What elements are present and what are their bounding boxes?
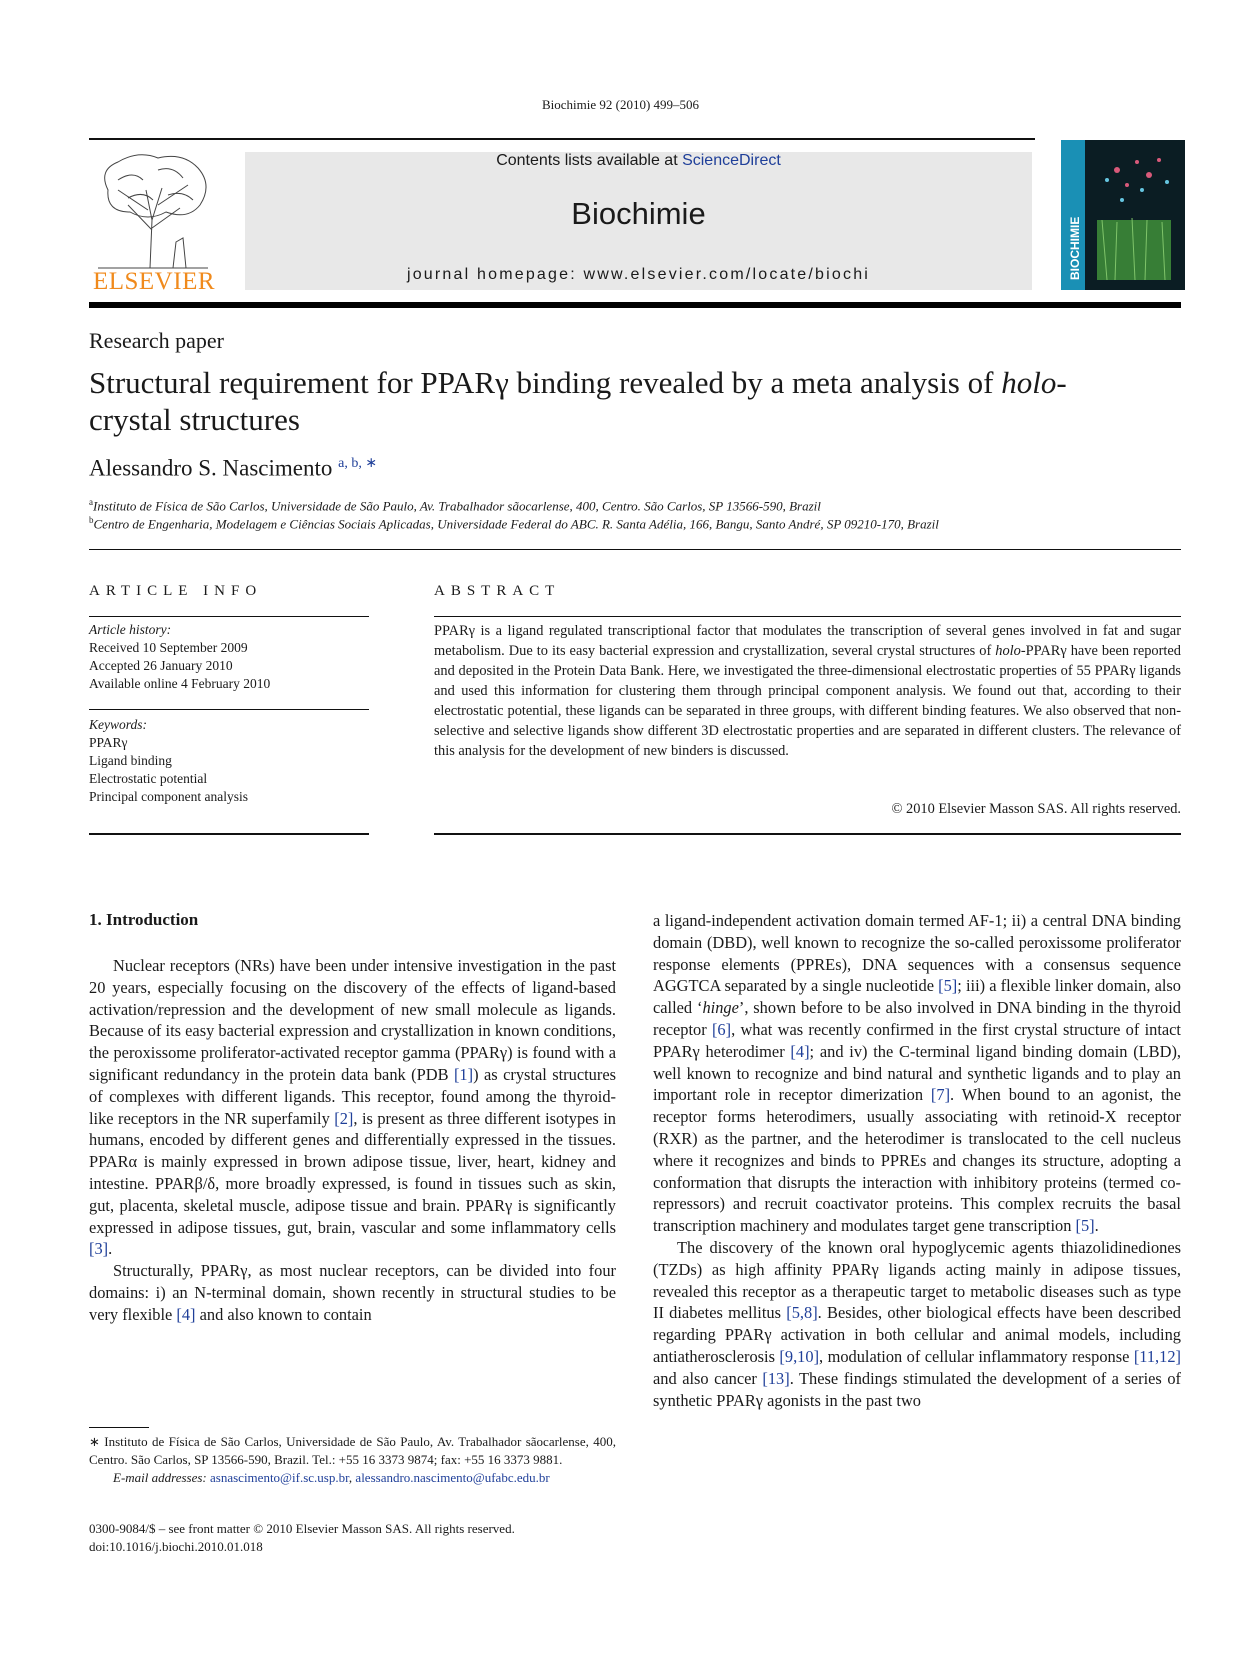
journal-name: Biochimie — [571, 196, 706, 231]
citation-link[interactable]: [3] — [89, 1239, 109, 1259]
footnote-text: Instituto de Física de São Carlos, Universidade de São Paulo, Av. Trabalhador sãocarlense, 400, Centro. São Carlos, SP 13566-590, Brazil. Tel.: +55 16 3373 9874; fax: +55 16 3373 9881. — [89, 1434, 616, 1467]
abstract-text: PPARγ is a ligand regulated transcriptional factor that modulates the transcription of several genes involved in fat and sugar metabolism. Due to its easy bacterial expression and crystallization, several crystal structures of holo-PPARγ have been reported and deposited in the Protein Data Bank. Here, we investigated the three-dimensional electrostatic properties of 55 PPARγ ligands and used this information for clustering them through principal component analysis. We found out that, according to their electrostatic potential, these ligands can be separated in three groups, with different binding features. We also observed that non-selective and selective ligands show different 3D electrostatic properties and are separated in different clusters. The relevance of this analysis for the development of new binders is discussed. — [434, 623, 1181, 759]
history-received: Received 10 September 2009 — [89, 640, 248, 655]
affiliation-b: $^b$Centro de Engenharia, Modelagem e Ciências Sociais Aplicadas, Universidade Federal do ABC. R. Santa Adélia, 166, Bangu, Santo André, SP 09210-170, Brazil — [89, 515, 939, 532]
citation-link[interactable]: [4] — [176, 1304, 196, 1324]
citation-link[interactable]: [11,12] — [1133, 1346, 1181, 1366]
keyword-item: PPARγ — [89, 735, 128, 750]
corresponding-author-footnote: ∗ Instituto de Física de São Carlos, Universidade de São Paulo, Av. Trabalhador sãocarlense, 400, Centro. São Carlos, SP 13566-590, Brazil. Tel.: +55 16 3373 9874; fax: +55 16 3373 9881. E-mail addresses: asnascimento@if.sc.usp.br, alessandro.nascimento@ufabc.edu.br — [89, 1434, 616, 1485]
abstract-heading: ABSTRACT — [434, 583, 561, 599]
author-affiliation-marks[interactable]: a, b, ∗ — [338, 456, 378, 471]
left-column — [89, 955, 616, 1326]
article-info-rule — [89, 616, 369, 617]
citation-link[interactable]: [5] — [1075, 1216, 1095, 1236]
header-bottom-rule — [89, 302, 1181, 308]
citation-link[interactable]: [13] — [762, 1368, 790, 1388]
footnote-rule — [89, 1427, 149, 1428]
article-title: Structural requirement for PPARγ binding revealed by a meta analysis of holo-crystal structures — [89, 365, 1067, 437]
intro-paragraph-2: Structurally, PPARγ, as most nuclear receptors, can be divided into four domains: i) an N-terminal domain, shown recently in structural studies to be very flexible [4] and also known to contain — [89, 1261, 616, 1324]
keywords-rule — [89, 709, 369, 710]
journal-cover-image — [1061, 140, 1185, 290]
contents-prefix: Contents lists available at — [496, 152, 683, 169]
citation-link[interactable]: [2] — [334, 1108, 354, 1128]
header-top-rule — [89, 138, 1035, 140]
journal-homepage[interactable]: journal homepage: www.elsevier.com/locate/biochi — [406, 266, 871, 283]
article-type: Research paper — [89, 328, 224, 353]
keyword-item: Ligand binding — [89, 753, 172, 768]
email-link[interactable]: asnascimento@if.sc.usp.br — [210, 1470, 349, 1485]
article-history: Article history: Received 10 September 2009 Accepted 26 January 2010 Available online 4 February 2010 — [89, 621, 369, 693]
citation-link[interactable]: [5] — [938, 976, 958, 996]
title-block-rule — [89, 549, 1181, 550]
contents-line — [245, 152, 1032, 170]
elsevier-wordmark: ELSEVIER — [92, 268, 216, 295]
front-matter — [89, 1520, 616, 1556]
journal-header-banner — [245, 152, 1032, 290]
keyword-item: Electrostatic potential — [89, 771, 208, 786]
intro-paragraph-2-continued: a ligand-independent activation domain termed AF-1; ii) a central DNA binding domain (DBD), well known to recognize the so-called peroxissome proliferator response elements (PPREs), DNA sequences with a consensus sequence AGGTCA separated by a single nucleotide [5]; iii) a flexible linker domain, also called ‘hinge’, shown before to be also involved in DNA binding in the thyroid receptor [6], what was recently confirmed in the first crystal structure of intact PPARγ heterodimer [4]; and iv) the C-terminal ligand binding domain (LBD), well known to recognize and bind natural and synthetic ligands and to play an important role in receptor dimerization [7]. When bound to an agonist, the receptor forms heterodimers, usually associating with retinoid-X receptor (RXR) as the partner, and the heterodimer is translocated to the cell nucleus where it recognizes and binds to PPREs and changes its structure, adopting a conformation that disrupts the interaction with inhibitory proteins (termed co-repressors) and recruit coactivator proteins. This complex recruits the basal transcription machinery and modulates target gene transcription [5]. — [653, 911, 1181, 1236]
citation-link[interactable]: [9,10] — [779, 1346, 820, 1366]
history-accepted: Accepted 26 January 2010 — [89, 658, 233, 673]
abstract-copyright: © 2010 Elsevier Masson SAS. All rights reserved. — [891, 801, 1181, 817]
history-online: Available online 4 February 2010 — [89, 676, 271, 691]
author-name: Alessandro S. Nascimento $^{a, b, ∗}$ — [89, 455, 378, 481]
journal-citation: Biochimie 92 (2010) 499–506 — [541, 97, 700, 112]
keywords: Keywords: PPARγ Ligand binding Electrostatic potential Principal component analysis — [89, 716, 369, 806]
intro-paragraph-3: The discovery of the known oral hypoglycemic agents thiazolidinediones (TZDs) as high affinity PPARγ ligands acting mainly in adipose tissues, revealed this receptor as a therapeutic target to metabolic diseases such as type II diabetes mellitus [5,8]. Besides, other biological effects have been described regarding PPARγ activation in both cellular and animal models, including antiatherosclerosis [9,10], modulation of cellular inflammatory response [11,12] and also cancer [13]. These findings stimulated the development of a series of synthetic PPARγ agonists in the past two — [653, 1237, 1182, 1410]
citation-link[interactable]: [7] — [930, 1085, 951, 1105]
section-heading-introduction: 1. Introduction — [89, 910, 199, 929]
keyword-item: Principal component analysis — [89, 789, 248, 804]
abstract-rule — [434, 616, 1181, 617]
affiliation-a: $^a$Instituto de Física de São Carlos, Universidade de São Paulo, Av. Trabalhador sãocarlense, 400, Centro. São Carlos, SP 13566-590, Brazil — [89, 497, 821, 514]
intro-paragraph-1: Nuclear receptors (NRs) have been under intensive investigation in the past 20 years, especially focusing on the discovery of the effects of ligand-based activation/repression and the development of new small molecule as ligands. Because of its easy bacterial expression and crystallization in known conditions, the peroxissome proliferator-activated receptor gamma (PPARγ) is found with a significant redundancy in the protein data bank (PDB [1]) as crystal structures of complexes with different ligands. This receptor, found among the thyroid-like receptors in the NR superfamily [2], is present as three different isotypes in humans, encoded by different genes and differentially expressed in the tissues. PPARα is mainly expressed in brown adipose tissue, liver, heart, kidney and intestine. PPARβ/δ, more broadly expressed, is found in tissues such as skin, gut, placenta, skeletal muscle, adipose tissue and brain. PPARγ is significantly expressed in adipose tissues, gut, brain, vascular and some inflammatory cells [3]. — [89, 956, 617, 1259]
cover-artwork — [1087, 140, 1181, 290]
article-info-bottom-rule — [89, 833, 369, 835]
abstract-bottom-rule — [434, 833, 1181, 835]
doi[interactable]: doi:10.1016/j.biochi.2010.01.018 — [89, 1539, 263, 1554]
citation-link[interactable]: [1] — [453, 1064, 474, 1084]
citation-link[interactable]: [6] — [711, 1019, 732, 1039]
right-column — [653, 910, 1181, 1411]
cover-title: BIOCHIMIE — [1068, 216, 1082, 280]
sciencedirect-link[interactable]: ScienceDirect — [682, 152, 781, 169]
article-info-heading: ARTICLE INFO — [89, 583, 263, 599]
email-link[interactable]: alessandro.nascimento@ufabc.edu.br — [355, 1470, 550, 1485]
citation-link[interactable]: [4] — [790, 1041, 810, 1061]
footnote-mark: ∗ — [89, 1434, 100, 1449]
citation-link[interactable]: [5,8] — [786, 1303, 818, 1323]
front-matter-line: 0300-9084/$ – see front matter © 2010 Elsevier Masson SAS. All rights reserved. — [89, 1521, 515, 1536]
